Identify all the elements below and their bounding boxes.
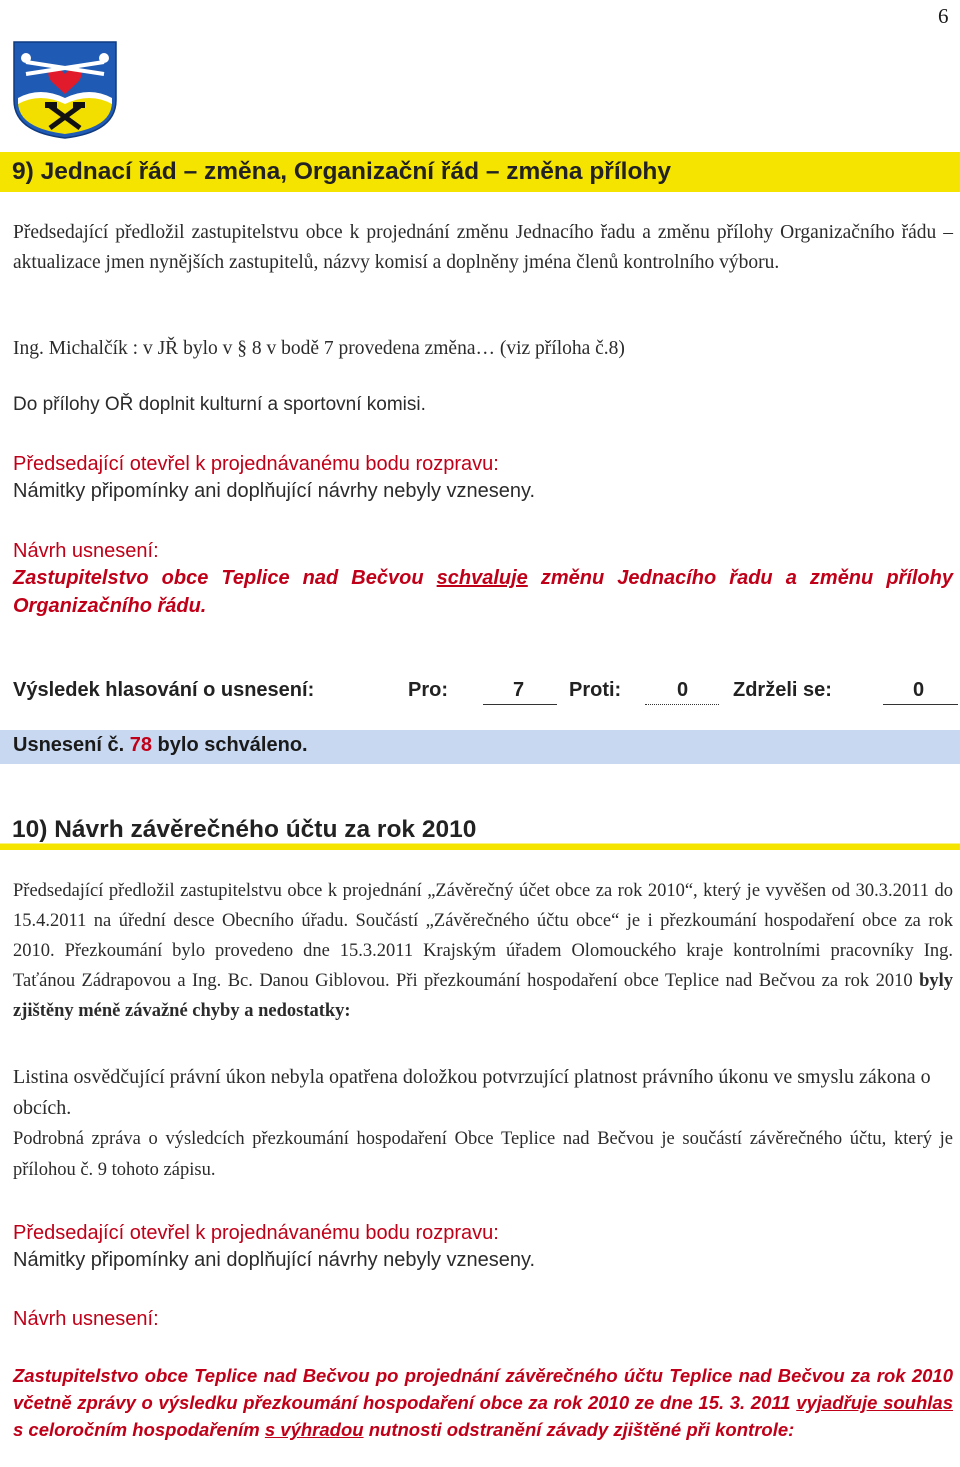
vote-pro-label: Pro: bbox=[408, 679, 448, 701]
resolution-10-text-b: s celoročním hospodařením bbox=[13, 1419, 265, 1440]
municipal-coat-of-arms-icon bbox=[12, 40, 118, 140]
vote-result-row bbox=[13, 676, 958, 708]
resolution-10-text-a: Zastupitelstvo obce Teplice nad Bečvou po projednání závěrečného účtu Teplice nad Bečvou za rok 2010 včetně zprávy o výsledku přezkoumání hospodaření obce za rok 2010 ze dne 15. 3. 2011 bbox=[13, 1365, 953, 1413]
paragraph-1-findings: byly zjištěny méně závažné chyby a nedostatky: bbox=[13, 971, 953, 1021]
section-9-resolution bbox=[13, 564, 953, 620]
resolution-prefix: Zastupitelstvo obce Teplice nad Bečvou bbox=[13, 567, 437, 589]
section-10-paragraph-2: Listina osvědčující právní úkon nebyla opatřena doložkou potvrzující platnost právního úkonu ve smyslu zákona o obcích. bbox=[13, 1066, 931, 1119]
resolution-suffix: změnu Jednacího řadu a změnu přílohy Organizačního řádu. bbox=[13, 567, 953, 617]
resolution-10-verb: vyjadřuje souhlas bbox=[796, 1392, 953, 1413]
section-9-note-2: Do přílohy OŘ doplnit kulturní a sportovní komisi. bbox=[13, 394, 426, 415]
paragraph-1-text: Předsedající předložil zastupitelstvu obce k projednání „Závěrečný účet obce za rok 2010“, který je vyvěšen od 30.3.2011 do 15.4.2011 na úřední desce Obecního úřadu. Součástí „Závěrečného účtu obce“ je i přezkoumání hospodaření obce za rok 2010. Přezkoumání bylo provedeno dne 15.3.2011 Krajským úřadem Olomouckého kraje kontrolními pracovníky Ing. Taťánou Zádrapovou a Ing. Bc. Danou Giblovou. Při přezkoumání hospodaření obce Teplice nad Bečvou za rok 2010 bbox=[13, 881, 953, 991]
page-number: 6 bbox=[938, 4, 949, 28]
section-10-debate-heading: Předsedající otevřel k projednávanému bodu rozpravu: bbox=[13, 1222, 499, 1244]
vote-label: Výsledek hlasování o usnesení: bbox=[13, 679, 315, 701]
vote-pro-value: 7 bbox=[513, 679, 525, 701]
vote-abstain-label: Zdrželi se: bbox=[733, 679, 832, 701]
section-9-title: 9) Jednací řád – změna, Organizační řád – změna přílohy bbox=[12, 158, 671, 185]
resolution-10-reserve: s výhradou bbox=[264, 1419, 364, 1440]
resolution-10-text-c: nutnosti odstranění závady zjištěné při kontrole: bbox=[363, 1419, 795, 1440]
vote-abstain-value: 0 bbox=[913, 679, 925, 701]
result-suffix: bylo schváleno. bbox=[157, 734, 308, 756]
section-10-paragraph-1 bbox=[13, 876, 953, 1026]
vote-abstain-underline bbox=[883, 704, 958, 705]
vote-pro-underline bbox=[483, 704, 557, 705]
section-9-heading bbox=[0, 152, 960, 192]
section-10-resolution bbox=[13, 1362, 953, 1443]
resolution-result-bar bbox=[0, 730, 960, 764]
section-10-title: 10) Návrh závěrečného účtu za rok 2010 bbox=[12, 816, 477, 843]
section-10-debate-text: Námitky připomínky ani doplňující návrhy nebyly vzneseny. bbox=[13, 1249, 536, 1271]
vote-against-value: 0 bbox=[677, 679, 689, 701]
section-9-debate-heading: Předsedající otevřel k projednávanému bodu rozpravu: bbox=[13, 453, 499, 475]
vote-against-label: Proti: bbox=[569, 679, 622, 701]
resolution-result bbox=[13, 734, 308, 757]
section-9-proposal-heading: Návrh usnesení: bbox=[13, 540, 159, 562]
section-10-heading bbox=[0, 812, 960, 850]
result-prefix: Usnesení č. bbox=[13, 734, 125, 756]
section-9-debate-text: Námitky připomínky ani doplňující návrhy nebyly vzneseny. bbox=[13, 480, 536, 502]
section-10-paragraph-3: Podrobná zpráva o výsledcích přezkoumání hospodaření Obce Teplice nad Bečvou je součástí závěrečného účtu, který je přílohou č. 9 tohoto zápisu. bbox=[13, 1129, 953, 1180]
section-9-intro: Předsedající předložil zastupitelstvu obce k projednání změnu Jednacího řadu a změnu přílohy Organizačního řádu – aktualizace jmen nynějších zastupitelů, názvy komisí a doplněny jména členů kontrolního výboru. bbox=[13, 222, 953, 273]
result-number: 78 bbox=[129, 734, 152, 756]
resolution-verb: schvaluje bbox=[436, 567, 528, 589]
section-10-proposal-heading: Návrh usnesení: bbox=[13, 1308, 159, 1330]
section-9-note-1: Ing. Michalčík : v JŘ bylo v § 8 v bodě 7 provedena změna… (viz příloha č.8) bbox=[13, 338, 625, 359]
vote-against-underline bbox=[645, 704, 719, 705]
